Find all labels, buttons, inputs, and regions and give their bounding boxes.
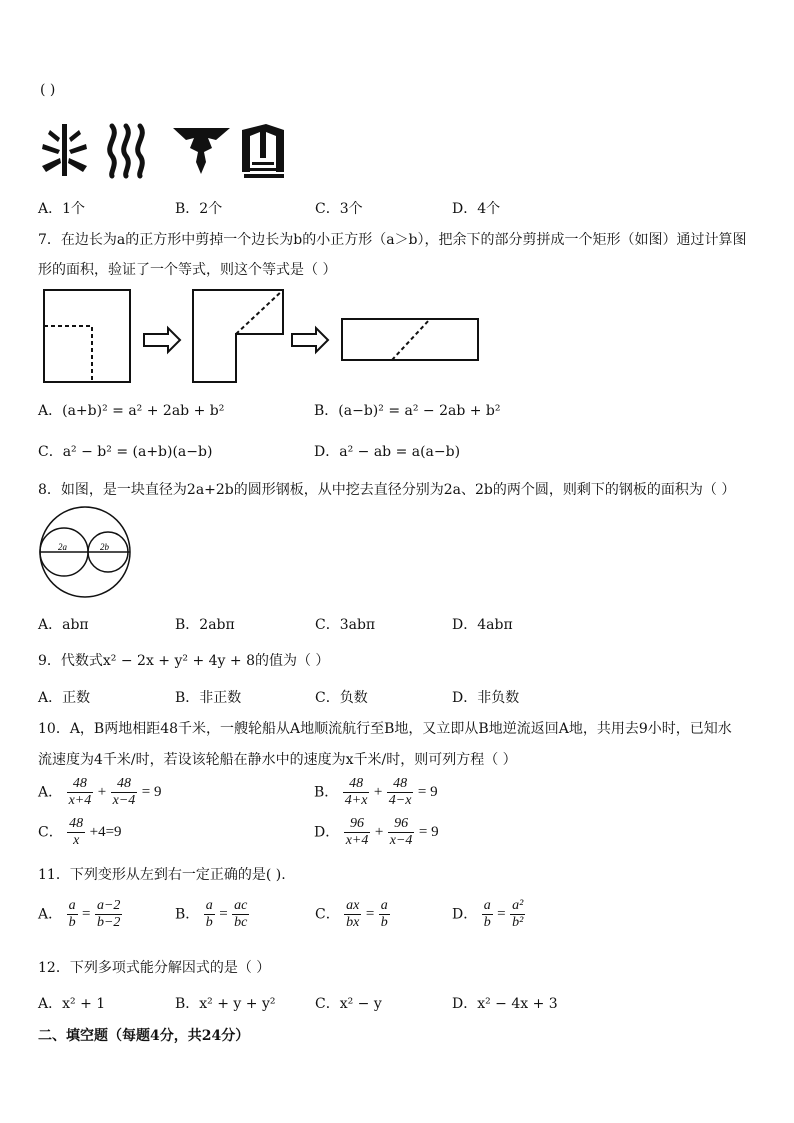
- q11-text: 11．下列变形从左到右一定正确的是( ).: [38, 867, 286, 883]
- q8-text: 8．如图，是一块直径为2a+2b的圆形钢板，从中挖去直径分别为2a、2b的两个圆，则剩下的钢板的面积为（ ）: [38, 482, 736, 498]
- denominator: x−4: [389, 833, 413, 848]
- denominator: b: [483, 915, 491, 930]
- denominator: bc: [234, 915, 248, 930]
- symbol-2-icon: [110, 126, 143, 176]
- numerator: a²: [512, 898, 524, 913]
- small-square-cut: [44, 326, 92, 382]
- q7-option-c: C．a² − b² = (a+b)(a−b): [38, 444, 213, 460]
- option-label: B．: [314, 784, 339, 801]
- q10-option-a: A． $\frac{48}{x+4}$ + $\frac{48}{x-4}$ = 9: [38, 776, 162, 808]
- option-label: A．: [38, 784, 63, 801]
- numerator: a: [483, 898, 491, 913]
- symbol-3-icon: [173, 128, 230, 174]
- q7-option-d: D．a² − ab = a(a−b): [314, 444, 461, 460]
- label-2a: 2a: [58, 542, 67, 552]
- numerator: 96: [388, 816, 415, 833]
- numerator: a: [205, 898, 213, 913]
- option-label: D．: [452, 906, 478, 923]
- q11-option-d: D． $\frac{a}{b}$ = $\frac{\text{a²}}{\text{b²}}$: [452, 898, 524, 930]
- numerator: a−2: [96, 898, 121, 913]
- question-6-paren: ( ): [40, 82, 56, 98]
- label-2b: 2b: [100, 542, 109, 552]
- numerator: 96: [344, 816, 371, 833]
- denominator: x−4: [112, 793, 136, 808]
- denominator: bx: [346, 915, 360, 930]
- q10-option-b: B． $\frac{48}{4+x}$ + $\frac{48}{4-x}$ = 9: [314, 776, 438, 808]
- option-label: B．: [175, 906, 200, 923]
- rhs: = 9: [417, 784, 438, 800]
- rectangle: [342, 319, 478, 360]
- q9-text: 9．代数式x² − 2x + y² + 4y + 8的值为（ ）: [38, 653, 330, 669]
- q7-option-a: A．(a+b)² = a² + 2ab + b²: [38, 403, 225, 419]
- numerator: a: [68, 898, 76, 913]
- q10-line-2: 流速度为4千米/时，若设该轮船在静水中的速度为x千米/时，则可列方程（ ）: [38, 752, 517, 768]
- denominator: 4−x: [388, 793, 412, 808]
- q9-option-d: D．非负数: [452, 690, 520, 706]
- denominator: b²: [512, 915, 524, 930]
- q7-line-2: 形的面积，验证了一个等式，则这个等式是（ ）: [38, 262, 337, 278]
- q7-figure: [40, 286, 490, 386]
- q8-option-d: D．4abπ: [452, 617, 513, 633]
- numerator: 48: [67, 776, 94, 793]
- numerator: 48: [343, 776, 370, 793]
- denominator: b: [205, 915, 213, 930]
- rhs: +4=9: [89, 824, 122, 840]
- option-label: C．: [38, 824, 63, 841]
- q6-option-b: B．2个: [175, 201, 223, 217]
- option-label: A．: [38, 906, 63, 923]
- symbol-1-icon: [42, 124, 87, 176]
- denominator: x+4: [68, 793, 92, 808]
- q8-option-b: B．2abπ: [175, 617, 235, 633]
- q10-line-1: 10．A，B两地相距48千米，一艘轮船从A地顺流航行至B地，又立即从B地逆流返回A地，共用去9小时，已知水: [38, 721, 732, 737]
- numerator: ax: [346, 898, 360, 913]
- q9-option-b: B．非正数: [175, 690, 242, 706]
- numerator: ac: [234, 898, 248, 913]
- q8-circle-figure: [38, 507, 134, 599]
- q12-option-c: C．x² − y: [315, 996, 382, 1012]
- q6-option-d: D．4个: [452, 201, 501, 217]
- q12-option-b: B．x² + y + y²: [175, 996, 276, 1012]
- q10-option-c: [38, 816, 122, 849]
- big-square: [44, 290, 130, 382]
- q11-option-a: A． $\frac{a}{b}$ = $\frac{a-2}{b-2}$: [38, 898, 121, 930]
- q11-option-b: B． $\frac{a}{b}$ = $\frac{ac}{bc}$: [175, 898, 248, 930]
- section-heading: 二、填空题（每题4分，共24分）: [38, 1028, 250, 1044]
- denominator: x+4: [345, 833, 369, 848]
- numerator: 48: [111, 776, 138, 793]
- q12-option-a: A．x² + 1: [38, 996, 106, 1012]
- option-label: D．: [314, 824, 340, 841]
- q10-option-d: D． $\frac{96}{x+4}$ + $\frac{96}{x-4}$ = 9: [314, 816, 439, 848]
- q8-option-a: A．abπ: [38, 617, 89, 633]
- denominator: 4+x: [344, 793, 368, 808]
- q7-option-b: B．(a−b)² = a² − 2ab + b²: [314, 403, 501, 419]
- q11-option-c: C． $\frac{ax}{bx}$ = $\frac{a}{b}$: [315, 898, 388, 930]
- denominator: x: [73, 833, 80, 848]
- q12-option-d: D．x² − 4x + 3: [452, 996, 558, 1012]
- rhs: = 9: [141, 784, 162, 800]
- q6-option-a: A．1个: [38, 201, 86, 217]
- q8-option-c: C．3abπ: [315, 617, 376, 633]
- numerator: 48: [69, 816, 84, 831]
- option-label: C．: [315, 906, 340, 923]
- symbols-figure: [40, 122, 290, 182]
- numerator: a: [380, 898, 388, 913]
- q12-text: 12．下列多项式能分解因式的是（ ）: [38, 960, 271, 976]
- symbol-4-icon: [242, 124, 284, 178]
- denominator: b−2: [96, 915, 121, 930]
- rhs: = 9: [418, 824, 439, 840]
- denominator: b: [380, 915, 388, 930]
- q9-option-a: A．正数: [38, 690, 91, 706]
- denominator: b: [68, 915, 76, 930]
- q9-option-c: C．负数: [315, 690, 368, 706]
- q7-line-1: 7．在边长为a的正方形中剪掉一个边长为b的小正方形（a＞b），把余下的部分剪拼成一个矩形（如图）通过计算图: [38, 232, 747, 248]
- q6-option-c: C．3个: [315, 201, 363, 217]
- numerator: 48: [387, 776, 414, 793]
